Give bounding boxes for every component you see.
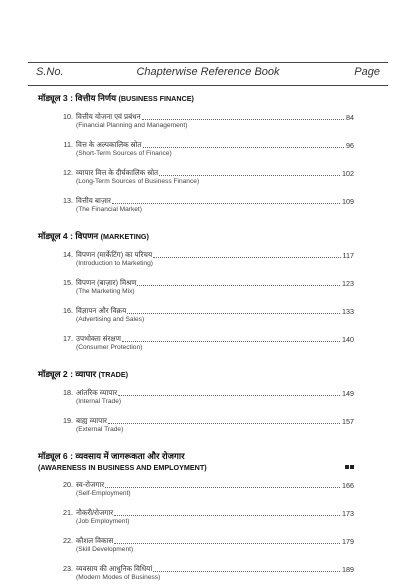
chapter-title-english: (Financial Planning and Management) <box>76 122 188 129</box>
page-header <box>28 62 388 86</box>
toc-entry[interactable] <box>28 536 354 564</box>
chapter-title-hindi: कौशल विकास <box>76 536 114 545</box>
module-heading <box>38 92 354 104</box>
chapter-title-english: (Job Employment) <box>76 518 130 525</box>
chapter-page: 149 <box>342 389 354 398</box>
chapter-page: 179 <box>342 537 354 546</box>
chapter-title-hindi: वित्तीय बाज़ार <box>76 196 111 205</box>
module-title-hindi: मॉड्यूल 3 : वित्तीय निर्णय <box>38 93 117 103</box>
chapter-title-hindi: आंतरिक व्यापार <box>76 388 118 397</box>
module-title-english: (MARKETING) <box>100 232 149 241</box>
header-page-label: Page <box>354 66 380 78</box>
chapter-number: 12. <box>63 168 73 177</box>
table-of-contents <box>28 92 354 588</box>
chapter-title-hindi: स्व-रोजगार <box>76 480 105 489</box>
chapter-number: 22. <box>63 536 73 545</box>
dot-leader <box>114 514 340 516</box>
toc-entry[interactable] <box>28 140 354 168</box>
chapter-number: 18. <box>63 388 73 397</box>
module-title-hindi: मॉड्यूल 6 : व्यवसाय में जागरूकता और रोजगार <box>38 451 185 461</box>
chapter-number: 21. <box>63 508 73 517</box>
chapter-title-english: (The Financial Market) <box>76 206 142 213</box>
chapter-title-hindi: नौकरी/रोजगार <box>76 508 114 517</box>
chapter-number: 20. <box>63 480 73 489</box>
chapter-title-hindi: वित्त के अल्पकालिक स्रोत <box>76 140 142 149</box>
dot-leader <box>105 486 340 488</box>
chapter-number: 15. <box>63 278 73 287</box>
chapter-page: 140 <box>342 335 354 344</box>
chapter-number: 13. <box>63 196 73 205</box>
end-of-section-mark <box>345 465 354 469</box>
dot-leader <box>118 394 340 396</box>
toc-entry[interactable] <box>28 306 354 334</box>
chapter-number: 19. <box>63 416 73 425</box>
chapter-title-english: (Long-Term Sources of Business Finance) <box>76 178 200 185</box>
dot-leader <box>159 174 340 176</box>
module-title-english: (TRADE) <box>98 370 129 379</box>
module-heading <box>38 230 354 242</box>
module-title-english: (AWARENESS IN BUSINESS AND EMPLOYMENT) <box>38 463 207 472</box>
chapter-title-english: (Internal Trade) <box>76 398 122 405</box>
dot-leader <box>112 202 340 204</box>
toc-entry[interactable] <box>28 278 354 306</box>
chapter-number: 16. <box>63 306 73 315</box>
toc-entry[interactable] <box>28 250 354 278</box>
chapter-title-hindi: विज्ञापन और विक्रय <box>76 306 127 315</box>
chapter-title-english: (Advertising and Sales) <box>76 316 145 323</box>
module-heading <box>38 368 354 380</box>
module-heading <box>38 450 354 472</box>
chapter-title-english: (Skill Development) <box>76 546 134 553</box>
dot-leader <box>153 570 340 572</box>
toc-entry[interactable] <box>28 334 354 358</box>
chapter-page: 123 <box>342 279 354 288</box>
dot-leader <box>127 312 340 314</box>
chapter-title-hindi: विपणन (मार्केटिंग) का परिचय <box>76 250 153 259</box>
module-title-hindi: मॉड्यूल 4 : विपणन <box>38 231 99 241</box>
chapter-title-hindi: विपणन (बाज़ार) मिश्रण <box>76 278 137 287</box>
chapter-page: 166 <box>342 481 354 490</box>
toc-entry[interactable] <box>28 416 354 440</box>
toc-entry[interactable] <box>28 480 354 508</box>
chapter-title-english: (The Marketing Mix) <box>76 288 135 295</box>
module-title-english: (BUSINESS FINANCE) <box>118 94 194 103</box>
chapter-title-hindi: उपभोक्ता संरक्षण <box>76 334 121 343</box>
chapter-page: 133 <box>342 307 354 316</box>
dot-leader <box>108 422 340 424</box>
chapter-page: 157 <box>342 417 354 426</box>
dot-leader <box>137 284 340 286</box>
toc-entry[interactable] <box>28 508 354 536</box>
dot-leader <box>153 256 340 258</box>
module-title-hindi: मॉड्यूल 2 : व्यापार <box>38 369 97 379</box>
dot-leader <box>142 118 344 120</box>
chapter-number: 17. <box>63 334 73 343</box>
chapter-title-english: (Self-Employment) <box>76 490 131 497</box>
chapter-title-english: (Short-Term Sources of Finance) <box>76 150 172 157</box>
chapter-page: 102 <box>342 169 354 178</box>
toc-entry[interactable] <box>28 564 354 588</box>
header-book-title: Chapterwise Reference Book <box>136 66 280 78</box>
toc-entry[interactable] <box>28 388 354 416</box>
chapter-title-english: (Modern Modes of Business) <box>76 574 161 581</box>
toc-entry[interactable] <box>28 112 354 140</box>
dot-leader <box>114 542 340 544</box>
chapter-page: 84 <box>346 113 354 122</box>
chapter-title-hindi: व्यापार वित्त के दीर्घकालिक स्रोत <box>76 168 159 177</box>
chapter-title-english: (External Trade) <box>76 426 124 433</box>
chapter-title-hindi: बाह्य व्यापार <box>76 416 107 425</box>
chapter-page: 96 <box>346 141 354 150</box>
chapter-number: 14. <box>63 250 73 259</box>
chapter-title-english: (Introduction to Marketing) <box>76 260 153 267</box>
chapter-number: 10. <box>63 112 73 121</box>
dot-leader <box>143 146 344 148</box>
chapter-title-hindi: व्यवसाय की आधुनिक विधियां <box>76 564 153 573</box>
toc-entry[interactable] <box>28 168 354 196</box>
chapter-page: 117 <box>342 251 354 260</box>
dot-leader <box>122 340 340 342</box>
chapter-page: 189 <box>342 565 354 574</box>
chapter-number: 23. <box>63 564 73 573</box>
toc-entry[interactable] <box>28 196 354 220</box>
chapter-title-hindi: वित्तीय योजना एवं प्रबंधन <box>76 112 141 121</box>
header-serial-label: S.No. <box>36 66 64 78</box>
chapter-page: 109 <box>342 197 354 206</box>
chapter-title-english: (Consumer Protection) <box>76 344 143 351</box>
chapter-page: 173 <box>342 509 354 518</box>
chapter-number: 11. <box>63 140 73 149</box>
